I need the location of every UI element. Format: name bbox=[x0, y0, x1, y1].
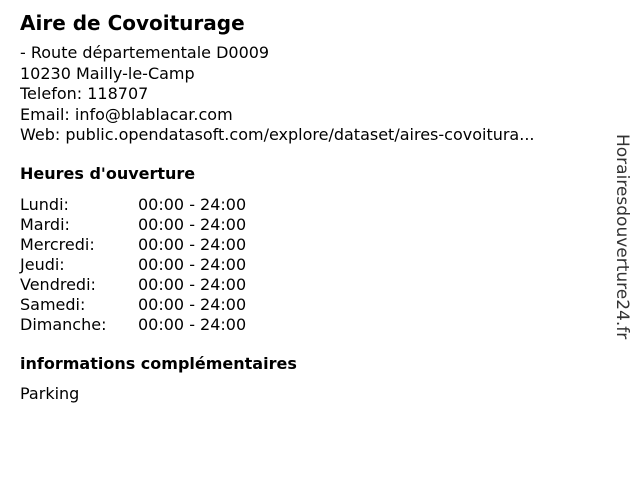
address-block bbox=[20, 43, 590, 146]
time-range: 00:00 - 24:00 bbox=[138, 275, 247, 294]
day-label: Samedi: bbox=[20, 295, 86, 314]
day-label: Lundi: bbox=[20, 195, 69, 214]
opening-hours-heading: Heures d'ouverture bbox=[20, 164, 196, 183]
time-range: 00:00 - 24:00 bbox=[138, 295, 247, 314]
hours-row-saturday bbox=[20, 295, 278, 315]
email-line[interactable]: Email: info@blablacar.com bbox=[20, 104, 233, 124]
site-watermark: Horairesdouverture24.fr bbox=[612, 134, 632, 340]
hours-row-friday bbox=[20, 275, 278, 295]
additional-info-text: Parking bbox=[20, 384, 80, 403]
day-label: Dimanche: bbox=[20, 315, 107, 334]
opening-hours-table bbox=[20, 195, 278, 335]
additional-info-heading: informations complémentaires bbox=[20, 354, 297, 373]
hours-row-wednesday bbox=[20, 235, 278, 255]
street-line: - Route départementale D0009 bbox=[20, 43, 270, 62]
time-range: 00:00 - 24:00 bbox=[138, 235, 247, 254]
hours-row-sunday bbox=[20, 315, 278, 335]
hours-row-monday bbox=[20, 195, 278, 215]
web-line[interactable]: Web: public.opendatasoft.com/explore/dataset/aires-covoitura... bbox=[20, 125, 535, 144]
day-label: Jeudi: bbox=[20, 255, 65, 274]
time-range: 00:00 - 24:00 bbox=[138, 315, 247, 334]
hours-row-tuesday bbox=[20, 215, 278, 235]
time-range: 00:00 - 24:00 bbox=[138, 215, 247, 234]
phone-line[interactable]: Telefon: 118707 bbox=[20, 84, 149, 103]
hours-row-thursday bbox=[20, 255, 278, 275]
day-label: Mardi: bbox=[20, 215, 70, 234]
place-title: Aire de Covoiturage bbox=[20, 11, 245, 35]
time-range: 00:00 - 24:00 bbox=[138, 255, 247, 274]
day-label: Mercredi: bbox=[20, 235, 95, 254]
day-label: Vendredi: bbox=[20, 275, 96, 294]
city-line: 10230 Mailly-le-Camp bbox=[20, 63, 195, 83]
time-range: 00:00 - 24:00 bbox=[138, 195, 247, 214]
